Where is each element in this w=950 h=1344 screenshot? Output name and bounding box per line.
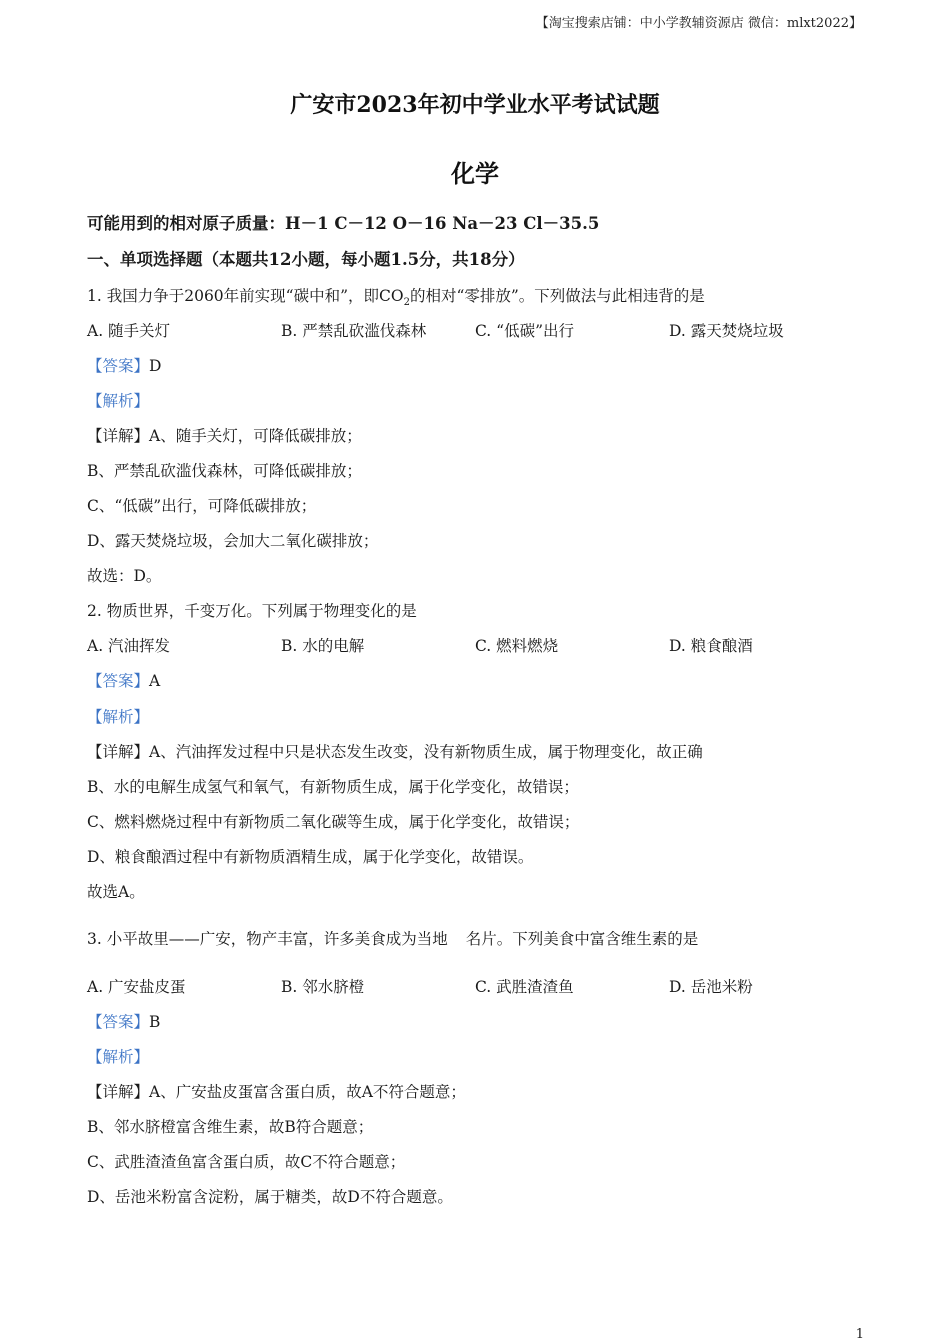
q1-detail-line: D、露天焚烧垃圾，会加大二氧化碳排放； xyxy=(87,532,379,550)
q2-answer xyxy=(87,671,160,691)
q2-detail-line: B、水的电解生成氢气和氧气，有新物质生成，属于化学变化，故错误； xyxy=(87,778,579,796)
subject-title: 化学 xyxy=(451,159,499,188)
q3-answer xyxy=(87,1012,160,1032)
question-1-stem-pre: 1. 我国力争于2060年前实现“碳中和”，即CO xyxy=(87,287,404,305)
q2-option-a: A. 汽油挥发 xyxy=(87,637,171,655)
q2-option-c: C. 燃料燃烧 xyxy=(475,637,559,655)
answer-label: 【答案】 xyxy=(87,1013,150,1031)
q2-detail-line: 【详解】A、汽油挥发过程中只是状态发生改变，没有新物质生成，属于物理变化，故正确 xyxy=(87,743,703,761)
atomic-mass-line: 可能用到的相对原子质量：H－1 C－12 O－16 Na－23 Cl－35.5 xyxy=(87,214,600,233)
q1-detail-line: B、严禁乱砍滥伐森林，可降低碳排放； xyxy=(87,462,362,480)
q1-analysis-label: 【解析】 xyxy=(87,392,150,410)
q2-detail-line: D、粮食酿酒过程中有新物质酒精生成，属于化学变化，故错误。 xyxy=(87,848,534,866)
q1-answer xyxy=(87,356,161,376)
q3-option-b: B. 邻水脐橙 xyxy=(281,978,365,996)
q1-answer-value: D xyxy=(149,357,162,375)
question-3-stem-post: 名片。下列美食中富含维生素的是 xyxy=(465,930,699,948)
answer-label: 【答案】 xyxy=(87,357,150,375)
q1-option-d: D. 露天焚烧垃圾 xyxy=(669,322,784,340)
q2-analysis-label: 【解析】 xyxy=(87,708,150,726)
q3-analysis-label: 【解析】 xyxy=(87,1048,150,1066)
page-number: 1 xyxy=(855,1327,864,1342)
q3-option-d: D. 岳池米粉 xyxy=(669,978,753,996)
q2-option-d: D. 粮食酿酒 xyxy=(669,637,753,655)
q1-detail-line: 【详解】A、随手关灯，可降低碳排放； xyxy=(87,427,362,445)
q2-answer-value: A xyxy=(149,672,161,690)
q1-option-b: B. 严禁乱砍滥伐森林 xyxy=(281,322,427,340)
q2-option-b: B. 水的电解 xyxy=(281,637,365,655)
q1-detail-line: C、“低碳”出行，可降低碳排放； xyxy=(87,497,317,515)
question-3-stem-pre: 3. 小平故里——广安，物产丰富，许多美食成为当地 xyxy=(87,930,448,948)
q2-detail-line: 故选A。 xyxy=(87,883,145,901)
q3-option-a: A. 广安盐皮蛋 xyxy=(87,978,186,996)
section-heading: 一、单项选择题（本题共12小题，每小题1.5分，共18分） xyxy=(87,250,525,269)
exam-title: 广安市2023年初中学业水平考试试题 xyxy=(290,92,660,118)
question-2-stem: 2. 物质世界，千变万化。下列属于物理变化的是 xyxy=(87,602,417,620)
q1-detail-line: 故选：D。 xyxy=(87,567,162,585)
question-1-stem-post: 的相对“零排放”。下列做法与此相违背的是 xyxy=(409,287,705,305)
header-note: 【淘宝搜索店铺：中小学教辅资源店 微信：mlxt2022】 xyxy=(535,16,862,31)
q1-option-a: A. 随手关灯 xyxy=(87,322,171,340)
q3-detail-line: C、武胜渣渣鱼富含蛋白质，故C不符合题意； xyxy=(87,1153,406,1171)
co2-subscript: 2 xyxy=(403,297,410,309)
q1-option-c: C. “低碳”出行 xyxy=(475,322,575,340)
q3-answer-value: B xyxy=(149,1013,161,1031)
question-1-stem xyxy=(87,286,705,313)
question-3-stem xyxy=(87,929,698,949)
q3-detail-line: D、岳池米粉富含淀粉，属于糖类，故D不符合题意。 xyxy=(87,1188,453,1206)
q3-detail-line: B、邻水脐橙富含维生素，故B符合题意； xyxy=(87,1118,374,1136)
q3-option-c: C. 武胜渣渣鱼 xyxy=(475,978,574,996)
q2-detail-line: C、燃料燃烧过程中有新物质二氧化碳等生成，属于化学变化，故错误； xyxy=(87,813,580,831)
answer-label: 【答案】 xyxy=(87,672,150,690)
q3-detail-line: 【详解】A、广安盐皮蛋富含蛋白质，故A不符合题意； xyxy=(87,1083,466,1101)
